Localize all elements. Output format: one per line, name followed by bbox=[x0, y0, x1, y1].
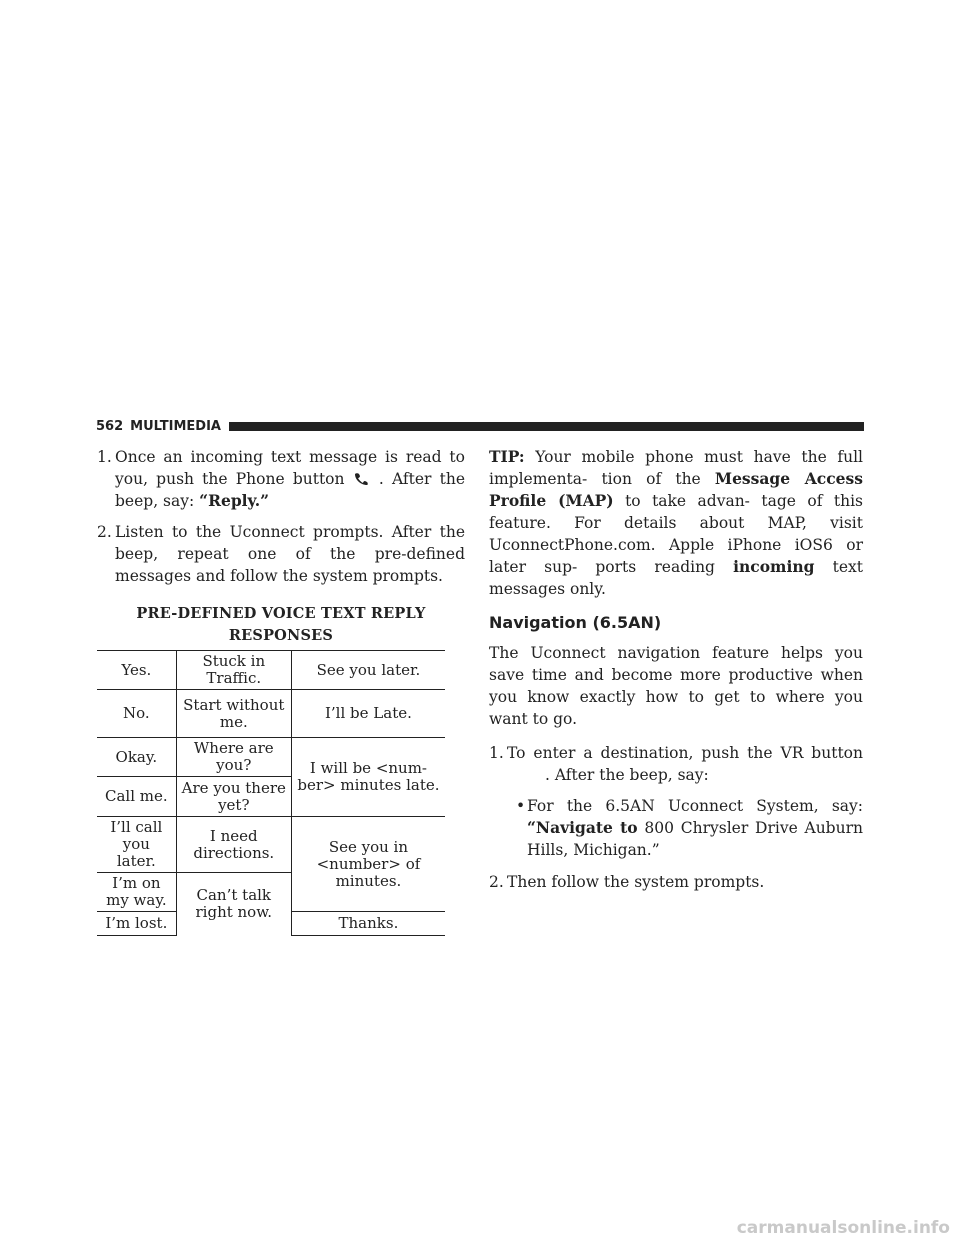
tip-text-b: to take advan- tage of this feature. For details about MAP, visit UconnectPhone.com. Apple iPhone iOS6 or later sup- ports reading bbox=[489, 492, 863, 576]
step-1-text-b: . After the beep, say: bbox=[115, 470, 466, 510]
watermark: carmanualsonline.info bbox=[736, 1218, 950, 1238]
nav-step-1-text-a: To enter a destination, push the VR button bbox=[507, 744, 863, 762]
navigation-intro: The Uconnect navigation feature helps you save time and become more productive when you know exactly how to get to where you want to go. bbox=[489, 644, 863, 728]
step-number: 2. bbox=[97, 523, 112, 541]
table-cell: Stuck in Traffic. bbox=[176, 651, 291, 690]
nav-step-2 bbox=[489, 871, 863, 893]
section-title: MULTIMEDIA bbox=[130, 418, 221, 434]
bullet-dot: • bbox=[516, 797, 526, 815]
table-cell: Are you there yet? bbox=[176, 777, 291, 817]
page-number: 562 bbox=[96, 418, 124, 434]
step-1 bbox=[97, 446, 465, 512]
tip-text-a: Your mobile phone must have the full implementa- tion of the bbox=[489, 448, 863, 488]
table-cell: Where are you? bbox=[176, 738, 291, 777]
tip-text-c: text messages only. bbox=[489, 558, 863, 598]
tip-paragraph bbox=[489, 446, 863, 600]
table-cell: Start without me. bbox=[176, 690, 291, 738]
nav-bullet bbox=[489, 795, 863, 861]
table-cell: See you in <number> of minutes. bbox=[291, 817, 445, 912]
table-cell: I’m on my way. bbox=[97, 873, 176, 912]
table-cell: Okay. bbox=[97, 738, 176, 777]
table-cell: Thanks. bbox=[291, 912, 445, 936]
bullet-text: For the 6.5AN Uconnect System, say: bbox=[527, 797, 863, 815]
reply-command: “Reply.” bbox=[199, 491, 270, 510]
table-cell: Yes. bbox=[97, 651, 176, 690]
map-profile-name: Message Access Profile (MAP) bbox=[489, 469, 863, 510]
header-rule bbox=[229, 422, 864, 431]
phone-handset-icon bbox=[353, 472, 371, 486]
table-cell: I need directions. bbox=[176, 817, 291, 873]
step-1-text-a: Once an incoming text message is read to you, push the Phone button bbox=[115, 448, 465, 488]
step-number: 1. bbox=[489, 744, 504, 762]
table-cell: No. bbox=[97, 690, 176, 738]
step-2-text: Listen to the Uconnect prompts. After the beep, repeat one of the pre-defined messages and follow the system prompts. bbox=[115, 523, 465, 585]
step-2 bbox=[97, 521, 465, 587]
navigation-heading: Navigation (6.5AN) bbox=[489, 613, 662, 632]
table-cell: See you later. bbox=[291, 651, 445, 690]
nav-step-2-text: Then follow the system prompts. bbox=[507, 873, 765, 891]
step-number: 1. bbox=[97, 448, 112, 466]
table-cell: Can’t talk right now. bbox=[176, 873, 291, 936]
incoming-emphasis: incoming bbox=[733, 557, 815, 576]
table-cell: I’m lost. bbox=[97, 912, 176, 936]
navigate-address: 800 Chrysler Drive Auburn Hills, Michigan.” bbox=[527, 819, 863, 859]
tip-label: TIP: bbox=[489, 447, 525, 466]
table-cell: Call me. bbox=[97, 777, 176, 817]
table-cell: I’ll call you later. bbox=[97, 817, 176, 873]
navigate-command: “Navigate to bbox=[527, 818, 638, 837]
left-column bbox=[97, 446, 465, 936]
nav-step-1 bbox=[489, 742, 863, 786]
table-title: PRE-DEFINED VOICE TEXT REPLY RESPONSES bbox=[136, 605, 426, 644]
page-header bbox=[96, 416, 864, 436]
table-cell: I’ll be Late. bbox=[291, 690, 445, 738]
reply-responses-table bbox=[97, 650, 445, 936]
nav-step-1-text-b: . After the beep, say: bbox=[545, 766, 709, 784]
step-number: 2. bbox=[489, 873, 504, 891]
table-cell: I will be <num- ber> minutes late. bbox=[291, 738, 445, 817]
right-column bbox=[489, 446, 863, 902]
